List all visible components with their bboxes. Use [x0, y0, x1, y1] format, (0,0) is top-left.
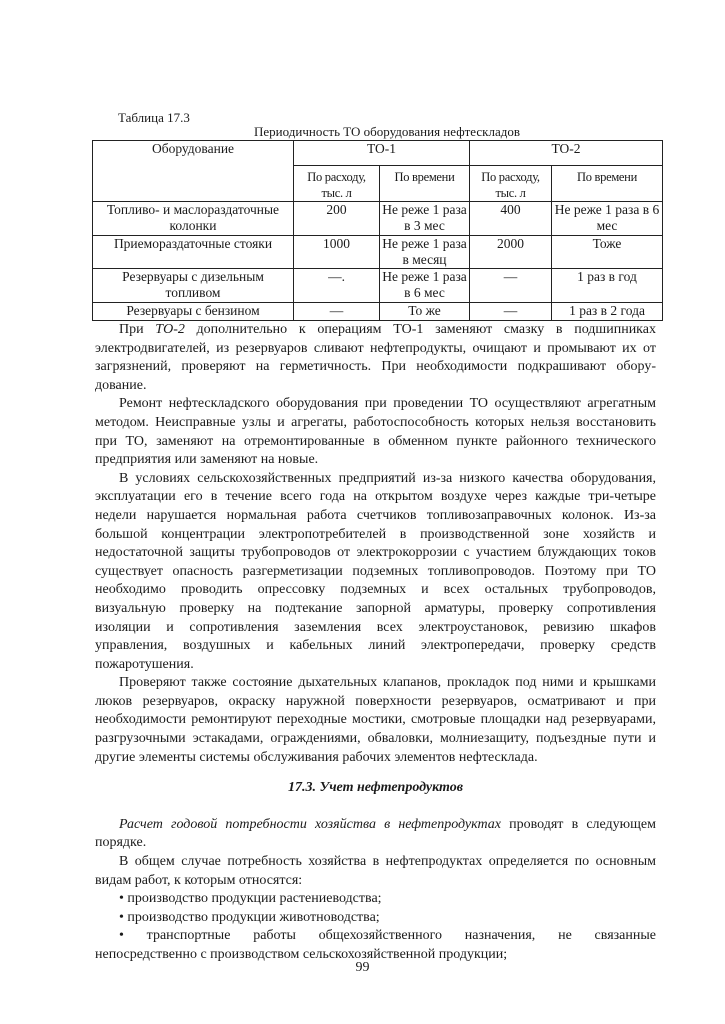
text-span: пожаротушения. [95, 656, 194, 672]
text-line [95, 581, 656, 600]
text-line [95, 637, 656, 656]
paragraph [95, 470, 656, 675]
table-row [93, 303, 663, 321]
cell-name: Резервуары с дизельным топливом [93, 269, 294, 303]
text-span: существует опасность разгерметизации подземных топливопроводов. Поэтому при ТО [95, 563, 656, 579]
maintenance-table [92, 140, 663, 321]
text-line [95, 853, 656, 872]
text-span: В условиях сельскохозяйственных предприятий из-за низкого качества оборудования, [119, 470, 656, 486]
text-line [95, 507, 656, 526]
text-span: дополнительно к операциям ТО-1 заменяют смазку в подшипниках [184, 322, 656, 337]
text-span: Ремонт нефтескладского оборудования при проведении ТО осуществляют агрегатным [119, 396, 656, 412]
text-span: недостаточной защиты трубопроводов от электрокоррозии с участием блуждающих токов [95, 545, 656, 561]
text-span: люков резервуаров, окраску наружной поверхности резервуаров, осматривают и при [95, 693, 656, 709]
text-span: необходимости ремонтируют переходные мостики, смотровые площадки над резервуарами, [95, 712, 656, 728]
text-line [95, 488, 656, 507]
header-to2: ТО-2 [470, 141, 663, 166]
text-line [95, 470, 656, 489]
text-line [95, 563, 656, 582]
cell-to1-time: Не реже 1 раза в 3 мес [380, 202, 470, 236]
text-line [95, 909, 656, 928]
cell-to2-time: Тоже [552, 236, 663, 269]
text-line [95, 433, 656, 452]
cell-to1-use: 200 [294, 202, 380, 236]
text-span: дование. [95, 377, 147, 393]
table-row [93, 202, 663, 236]
body-text [95, 321, 656, 965]
text-line [95, 340, 656, 359]
text-line [95, 927, 656, 946]
text-span: изоляции и сопротивления заземления всех электроустановок, ревизию шкафов [95, 619, 656, 635]
text-line [95, 619, 656, 638]
cell-to2-use: — [470, 269, 552, 303]
text-line [95, 600, 656, 619]
text-span: видам работ, к которым относятся: [95, 872, 303, 888]
text-span: • производство продукции животноводства; [119, 909, 380, 925]
header-to2-by-use: По расходу, тыс. л [470, 166, 552, 202]
cell-to1-time: Не реже 1 раза в месяц [380, 236, 470, 269]
text-line [95, 749, 656, 768]
cell-to1-time: То же [380, 303, 470, 321]
text-span: при ТО, заменяют на отремонтированные в обменном пункте районного технического [95, 433, 656, 449]
text-line [95, 395, 656, 414]
table-row [93, 269, 663, 303]
text-span: большой концентрации электропотребителей в производственной зоне хозяйств и [95, 526, 656, 542]
cell-to2-time: 1 раз в год [552, 269, 663, 303]
text-span: загрязнений, проверяют на герметичность. При необходимости подкрашивают обору- [95, 359, 656, 375]
text-span: В общем случае потребность хозяйства в нефтепродуктах определяется по основным [119, 854, 656, 870]
text-line [95, 544, 656, 563]
text-line [95, 834, 656, 853]
text-span: Проверяют также состояние дыхательных клапанов, прокладок под ними и крышками [119, 675, 656, 691]
cell-name: Резервуары с бензином [93, 303, 294, 321]
header-to1-by-time: По времени [380, 166, 470, 202]
table-title: Периодичность ТО оборудования нефтескладов [254, 124, 520, 139]
text-line [95, 451, 656, 470]
table-row [93, 236, 663, 269]
paragraph [95, 909, 656, 928]
paragraph [95, 816, 656, 853]
text-span: непосредственно с производством сельскохозяйственной продукции; [95, 947, 508, 962]
text-span: недели нарушается нормальная работа счетчиков топливозаправочных колонок. Из-за [95, 507, 656, 523]
cell-to1-use: —. [294, 269, 380, 303]
text-span: другие элементы системы обслуживания рабочих элементов нефтесклада. [95, 749, 538, 765]
text-line [95, 377, 656, 396]
text-line [95, 656, 656, 675]
text-line [95, 321, 656, 340]
text-line [95, 674, 656, 693]
text-line [95, 816, 656, 835]
section-heading: 17.3. Учет нефтепродуктов [287, 780, 464, 796]
page-number: 99 [355, 960, 370, 975]
text-line [95, 872, 656, 891]
text-span: визуальную проверку на подтекание запорной арматуры, проверку сопротивления [95, 600, 656, 616]
italic-text: ТО-2 [155, 322, 185, 337]
text-span: предприятия или заменяют на новые. [95, 452, 319, 468]
cell-to2-time: 1 раз в 2 года [552, 303, 663, 321]
text-span: • транспортные работы общехозяйственного назначения, не связанные [119, 928, 656, 944]
paragraph [95, 674, 656, 767]
paragraph [95, 890, 656, 909]
text-span: необходимо проводить опрессовку подземных и всех остальных трубопроводов, [95, 582, 656, 598]
text-line [95, 358, 656, 377]
cell-to1-use: — [294, 303, 380, 321]
text-span: • производство продукции растениеводства; [119, 891, 382, 907]
header-to1-by-use: По расходу, тыс. л [294, 166, 380, 202]
table-caption: Таблица 17.3 [118, 110, 190, 125]
header-to1: ТО-1 [294, 141, 470, 166]
cell-to2-use: 2000 [470, 236, 552, 269]
text-span: разгрузочными эстакадами, ограждениями, обваловки, молниезащиту, подъездные пути и [95, 731, 656, 747]
text-line [95, 526, 656, 545]
text-span: электродвигателей, из резервуаров сливают нефтепродукты, очищают и промывают их от [95, 340, 656, 356]
cell-to1-time: Не реже 1 раза в 6 мес [380, 269, 470, 303]
paragraph [95, 853, 656, 890]
text-span: методом. Неисправные узлы и агрегаты, работоспособность которых нельзя восстановить [95, 414, 656, 430]
text-span: проводят в следующем [501, 816, 656, 832]
text-line [95, 414, 656, 433]
text-line [95, 693, 656, 712]
text-span: эксплуатации его в течение всего года на открытом воздухе через каждые три-четыре [95, 489, 656, 505]
paragraph [95, 395, 656, 469]
text-line [95, 711, 656, 730]
text-span: управления, воздушных и кабельных линий электропередачи, проверку средств [95, 638, 656, 654]
text-span: При [119, 322, 156, 337]
cell-to1-use: 1000 [294, 236, 380, 269]
cell-to2-use: 400 [470, 202, 552, 236]
cell-to2-use: — [470, 303, 552, 321]
cell-to2-time: Не реже 1 раза в 6 мес [552, 202, 663, 236]
text-line [95, 730, 656, 749]
cell-name: Топливо- и маслораздаточные колонки [93, 202, 294, 236]
header-to2-by-time: По времени [552, 166, 663, 202]
text-span: порядке. [95, 835, 147, 851]
paragraph [95, 321, 656, 395]
italic-text: Расчет годовой потребности хозяйства в нефтепродуктах [119, 816, 501, 832]
header-equipment: Оборудование [93, 141, 294, 202]
text-line [95, 890, 656, 909]
cell-name: Приемораздаточные стояки [93, 236, 294, 269]
